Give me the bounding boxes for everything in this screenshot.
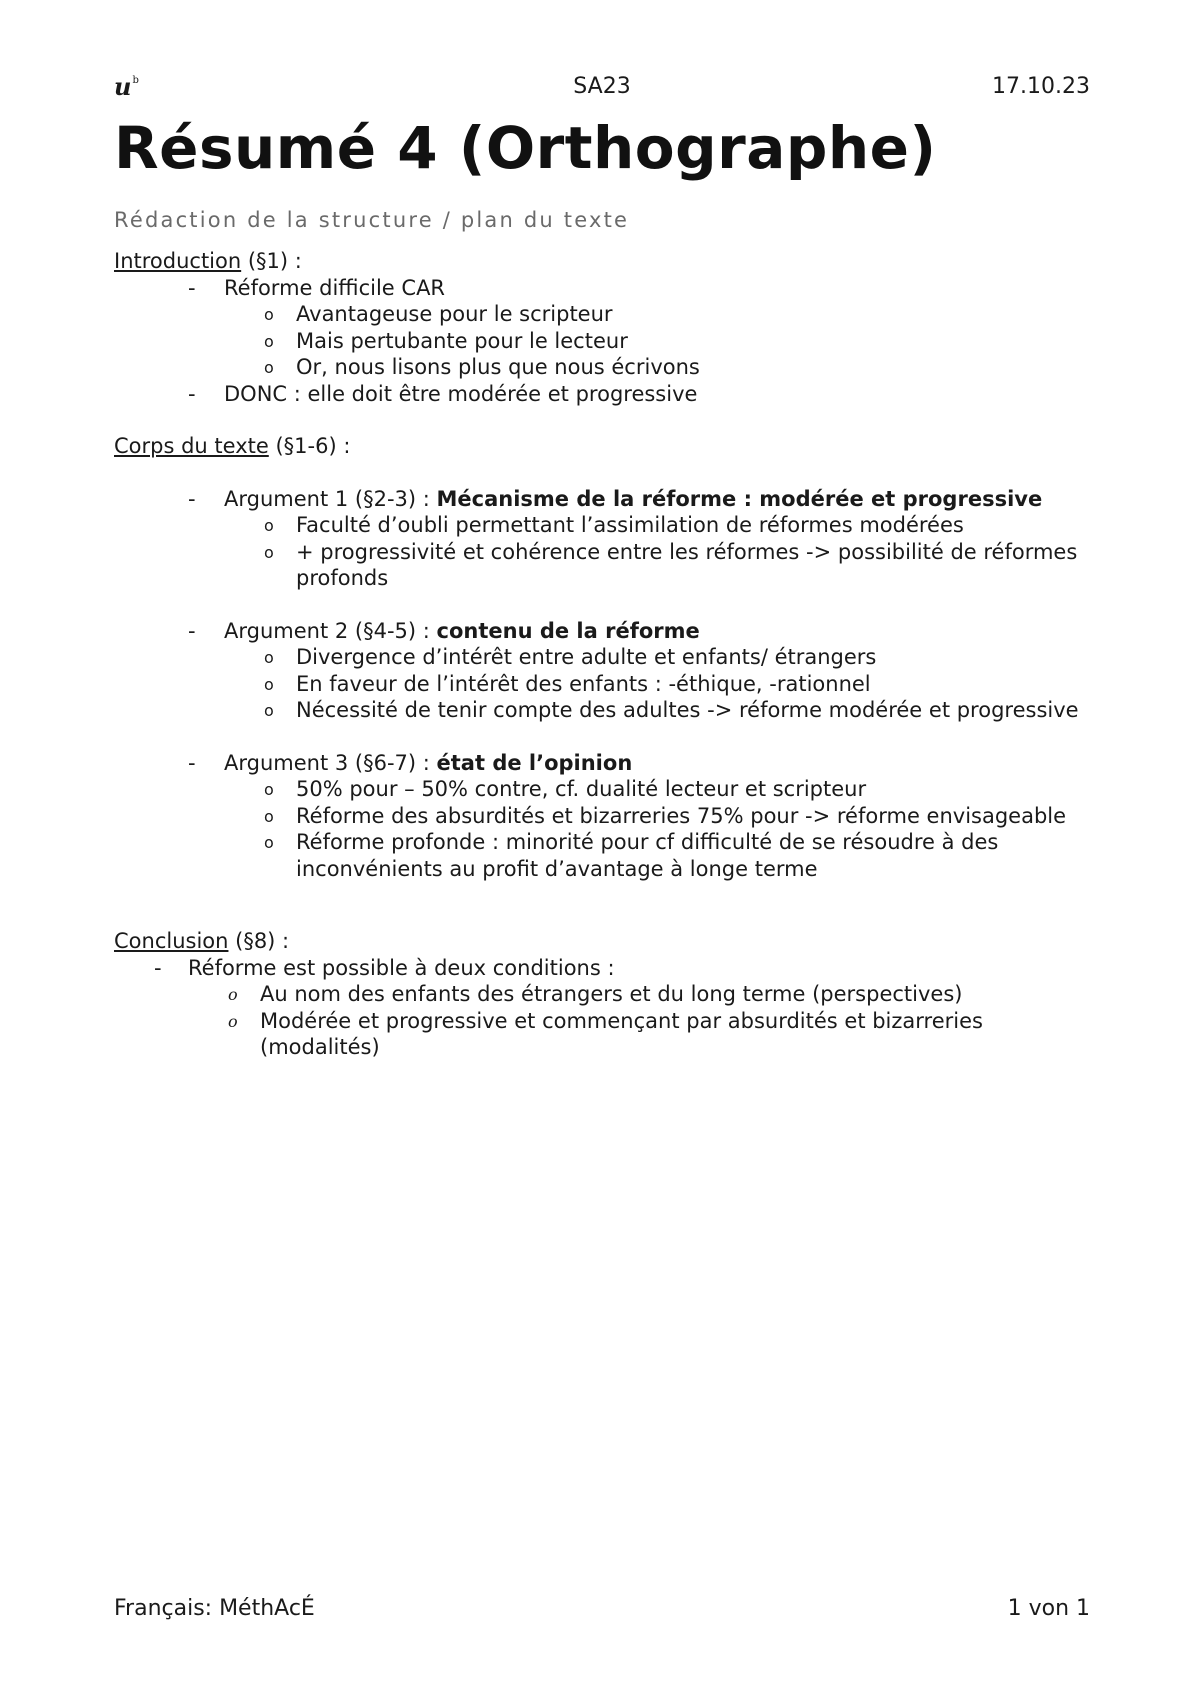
list-item: o Réforme profonde : minorité pour cf difficulté de se résoudre à des inconvénients au profit d’avantage à longe terme bbox=[224, 829, 1094, 882]
footer-course: Français: MéthAcÉ bbox=[114, 1596, 315, 1621]
university-logo: $u^b$ bbox=[114, 72, 139, 101]
sub-list bbox=[224, 301, 1094, 381]
list-item: o Divergence d’intérêt entre adulte et enfants/ étrangers bbox=[224, 644, 1094, 671]
list-item: - DONC : elle doit être modérée et progressive bbox=[114, 381, 1094, 408]
sub-list bbox=[224, 776, 1094, 882]
sub-list bbox=[224, 644, 1094, 724]
list-item: o 50% pour – 50% contre, cf. dualité lecteur et scripteur bbox=[224, 776, 1094, 803]
list-item: o Faculté d’oubli permettant l’assimilation de réformes modérées bbox=[224, 512, 1094, 539]
argument-2: - Argument 2 (§4-5) : contenu de la réforme o Divergence d’intérêt entre adulte et enfants/ étrangers o En faveur de l’intérêt des enfants : -éthique, -rationnel o Nécessité de tenir compte des adultes -> réforme modérée et progressive bbox=[114, 618, 1094, 724]
page-header bbox=[114, 70, 1090, 106]
section-body-heading: Corps du texte (§1-6) : bbox=[114, 434, 351, 458]
course-code: SA23 bbox=[573, 74, 631, 99]
document-body bbox=[114, 248, 1094, 1061]
list-item: o Nécessité de tenir compte des adultes -> réforme modérée et progressive bbox=[224, 697, 1094, 724]
list-item: o En faveur de l’intérêt des enfants : -éthique, -rationnel bbox=[224, 671, 1094, 698]
argument-1: - Argument 1 (§2-3) : Mécanisme de la réforme : modérée et progressive o Faculté d’oubli permettant l’assimilation de réformes modérées o + progressivité et cohérence entre les réformes -> possibilité de réformes profonds bbox=[114, 486, 1094, 592]
section-introduction-heading: Introduction (§1) : bbox=[114, 249, 302, 273]
list-item: o Or, nous lisons plus que nous écrivons bbox=[224, 354, 1094, 381]
list-item: o Modérée et progressive et commençant par absurdités et bizarreries (modalités) bbox=[188, 1008, 1094, 1061]
argument-list bbox=[114, 486, 1094, 592]
list-item: o Au nom des enfants des étrangers et du long terme (perspectives) bbox=[188, 981, 1094, 1008]
list-item: o Mais pertubante pour le lecteur bbox=[224, 328, 1094, 355]
argument-list bbox=[114, 750, 1094, 883]
list-item: o Avantageuse pour le scripteur bbox=[224, 301, 1094, 328]
subtitle: Rédaction de la structure / plan du texte bbox=[114, 208, 630, 232]
sub-list bbox=[224, 512, 1094, 592]
argument-3: - Argument 3 (§6-7) : état de l’opinion o 50% pour – 50% contre, cf. dualité lecteur et scripteur o Réforme des absurdités et bizarreries 75% pour -> réforme envisageable o Réforme profonde : minorité pour cf difficulté de se résoudre à des inconvénients au profit d’avantage à longe terme bbox=[114, 750, 1094, 883]
list-item: o + progressivité et cohérence entre les réformes -> possibilité de réformes profonds bbox=[224, 539, 1094, 592]
conclusion-list bbox=[114, 955, 1094, 1061]
header-date: 17.10.23 bbox=[992, 74, 1090, 99]
section-conclusion-heading: Conclusion (§8) : bbox=[114, 929, 290, 953]
list-item: - Réforme difficile CAR o Avantageuse pour le scripteur o Mais pertubante pour le lecteur o Or, nous lisons plus que nous écrivons bbox=[114, 275, 1094, 381]
page-number: 1 von 1 bbox=[1007, 1596, 1090, 1621]
argument-list bbox=[114, 618, 1094, 724]
list-item: o Réforme des absurdités et bizarreries 75% pour -> réforme envisageable bbox=[224, 803, 1094, 830]
sub-list bbox=[188, 981, 1094, 1061]
list-item: - Réforme est possible à deux conditions : o Au nom des enfants des étrangers et du long terme (perspectives) o Modérée et progressive et commençant par absurdités et bizarreries (modalités) bbox=[114, 955, 1094, 1061]
introduction-list bbox=[114, 275, 1094, 408]
page-title: Résumé 4 (Orthographe) bbox=[114, 114, 937, 182]
